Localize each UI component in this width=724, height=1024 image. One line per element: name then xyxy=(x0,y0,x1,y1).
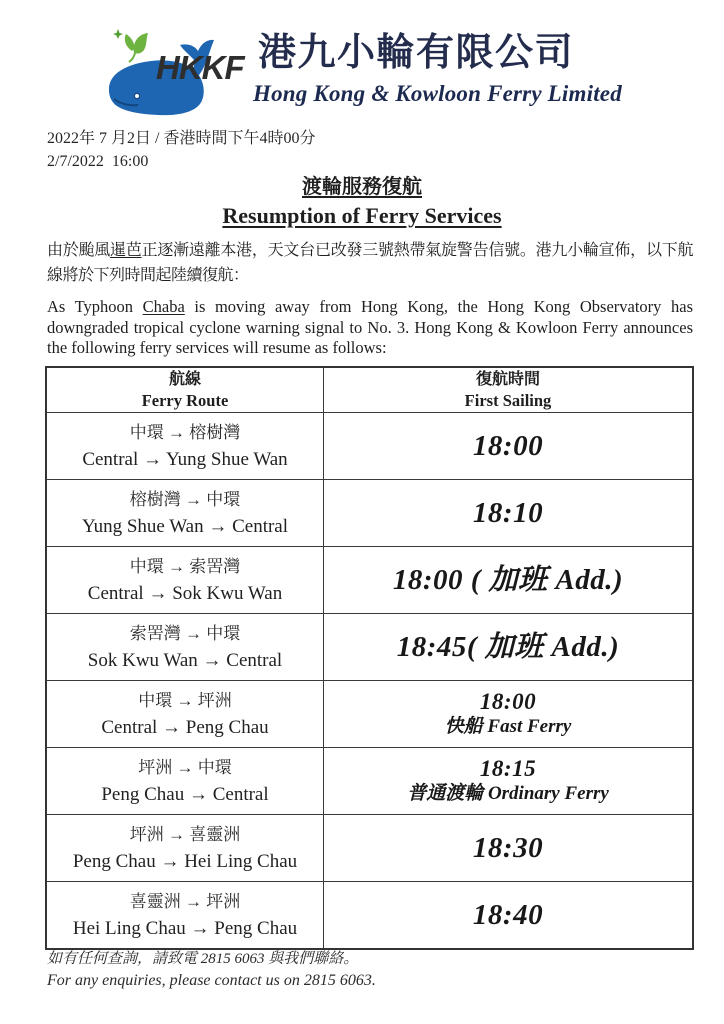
header-route-en: Ferry Route xyxy=(141,390,229,410)
route-cell xyxy=(47,413,323,479)
route-cell xyxy=(47,882,323,948)
dateline-numeric: 2/7/2022 16:00 xyxy=(47,153,149,170)
intro-zh-after: 正逐漸遠離本港，天文台已改發三號熱帶氣旋警告信號。港九小輪宣佈，以下航線將於下列時間起陸續復航： xyxy=(47,242,693,284)
route-en: Hei Ling Chau → Peng Chau xyxy=(72,918,298,939)
company-name-en: Hong Kong & Kowloon Ferry Limited xyxy=(253,81,622,106)
route-en: Central → Peng Chau xyxy=(101,717,269,738)
time-cell xyxy=(323,480,692,546)
dateline xyxy=(47,127,315,173)
sailing-note: 普通渡輪 Ordinary Ferry xyxy=(407,783,609,804)
table-row xyxy=(47,479,692,546)
route-en: Peng Chau → Hei Ling Chau xyxy=(72,851,298,872)
table-row xyxy=(47,412,692,479)
route-en: Peng Chau → Central xyxy=(101,784,269,805)
intro-paragraph-en xyxy=(47,297,693,359)
typhoon-name-en: Chaba xyxy=(142,297,185,316)
time-cell xyxy=(323,547,692,613)
time-cell xyxy=(323,748,692,814)
first-sailing-time: 18:10 xyxy=(472,497,544,529)
sailing-note: 快船 Fast Ferry xyxy=(444,716,572,737)
first-sailing-time: 18:45( 加班 Add.) xyxy=(396,631,620,663)
first-sailing-time: 18:00 ( 加班 Add.) xyxy=(392,564,624,596)
route-zh: 中環 → 榕樹灣 xyxy=(129,423,241,442)
first-sailing-time: 18:00 xyxy=(472,430,544,462)
table-row xyxy=(47,814,692,881)
route-cell xyxy=(47,547,323,613)
intro-en-before: As Typhoon xyxy=(47,297,143,316)
leaf-icon xyxy=(125,34,135,51)
route-zh: 榕樹灣 → 中環 xyxy=(129,490,241,509)
table-row xyxy=(47,747,692,814)
header-route-zh: 航線 xyxy=(168,370,201,388)
footer-enquiry-zh: 如有任何查詢，請致電 2815 6063 與我們聯絡。 xyxy=(47,951,359,967)
route-en: Sok Kwu Wan → Central xyxy=(87,650,283,671)
route-zh: 中環 → 坪洲 xyxy=(138,691,232,710)
header-time-en: First Sailing xyxy=(464,390,552,410)
route-zh: 中環 → 索罟灣 xyxy=(129,557,241,576)
route-zh: 坪洲 → 喜靈洲 xyxy=(129,825,241,844)
intro-en-after: is moving away from Hong Kong, the Hong Kong Observatory has downgraded tropical cyclone warning signal to No. 3. Hong Kong & Kowloon Ferry announces the following ferry services will resume as follows: xyxy=(47,297,694,357)
first-sailing-time: 18:30 xyxy=(472,832,544,864)
company-name-zh: 港九小輪有限公司 xyxy=(258,32,575,74)
whale-eye xyxy=(134,93,139,98)
route-cell xyxy=(47,815,323,881)
hkkf-wordmark: HKKF xyxy=(156,49,244,86)
leaf-stem xyxy=(129,53,135,62)
route-en: Central → Sok Kwu Wan xyxy=(87,583,283,604)
sparkle-icon xyxy=(113,29,123,39)
route-cell xyxy=(47,681,323,747)
notice-title-en: Resumption of Ferry Services xyxy=(222,203,502,228)
route-zh: 喜靈洲 → 坪洲 xyxy=(129,892,241,911)
route-en: Central → Yung Shue Wan xyxy=(82,449,288,470)
time-cell xyxy=(323,681,692,747)
route-en: Yung Shue Wan → Central xyxy=(81,516,289,537)
table-header-row xyxy=(47,368,692,412)
route-zh: 坪洲 → 中環 xyxy=(138,758,232,777)
notice-title xyxy=(0,174,724,230)
dateline-zh: 2022年 7 月2日 / 香港時間下午4時00分 xyxy=(47,130,316,147)
table-row xyxy=(47,546,692,613)
table-row xyxy=(47,613,692,680)
route-zh: 索罟灣 → 中環 xyxy=(129,624,241,643)
typhoon-name-zh: 暹芭 xyxy=(110,242,142,259)
time-cell xyxy=(323,815,692,881)
table-row xyxy=(47,881,692,948)
leaf-icon xyxy=(134,33,148,54)
time-cell xyxy=(323,614,692,680)
footer-enquiry xyxy=(47,948,376,992)
table-header-time xyxy=(323,368,692,412)
route-cell xyxy=(47,614,323,680)
time-cell xyxy=(323,413,692,479)
footer-enquiry-en: For any enquiries, please contact us on 2815 6063. xyxy=(47,972,376,989)
first-sailing-time: 18:00 xyxy=(479,689,537,714)
intro-zh-before: 由於颱風 xyxy=(47,242,111,259)
notice-title-zh: 渡輪服務復航 xyxy=(302,176,422,198)
table-row xyxy=(47,680,692,747)
header-time-zh: 復航時間 xyxy=(475,370,540,388)
table-header-route xyxy=(47,368,323,412)
intro-paragraph-zh xyxy=(47,238,693,288)
ferry-schedule-table xyxy=(45,366,694,950)
route-cell xyxy=(47,480,323,546)
first-sailing-time: 18:15 xyxy=(479,756,537,781)
time-cell xyxy=(323,882,692,948)
first-sailing-time: 18:40 xyxy=(472,899,544,931)
route-cell xyxy=(47,748,323,814)
